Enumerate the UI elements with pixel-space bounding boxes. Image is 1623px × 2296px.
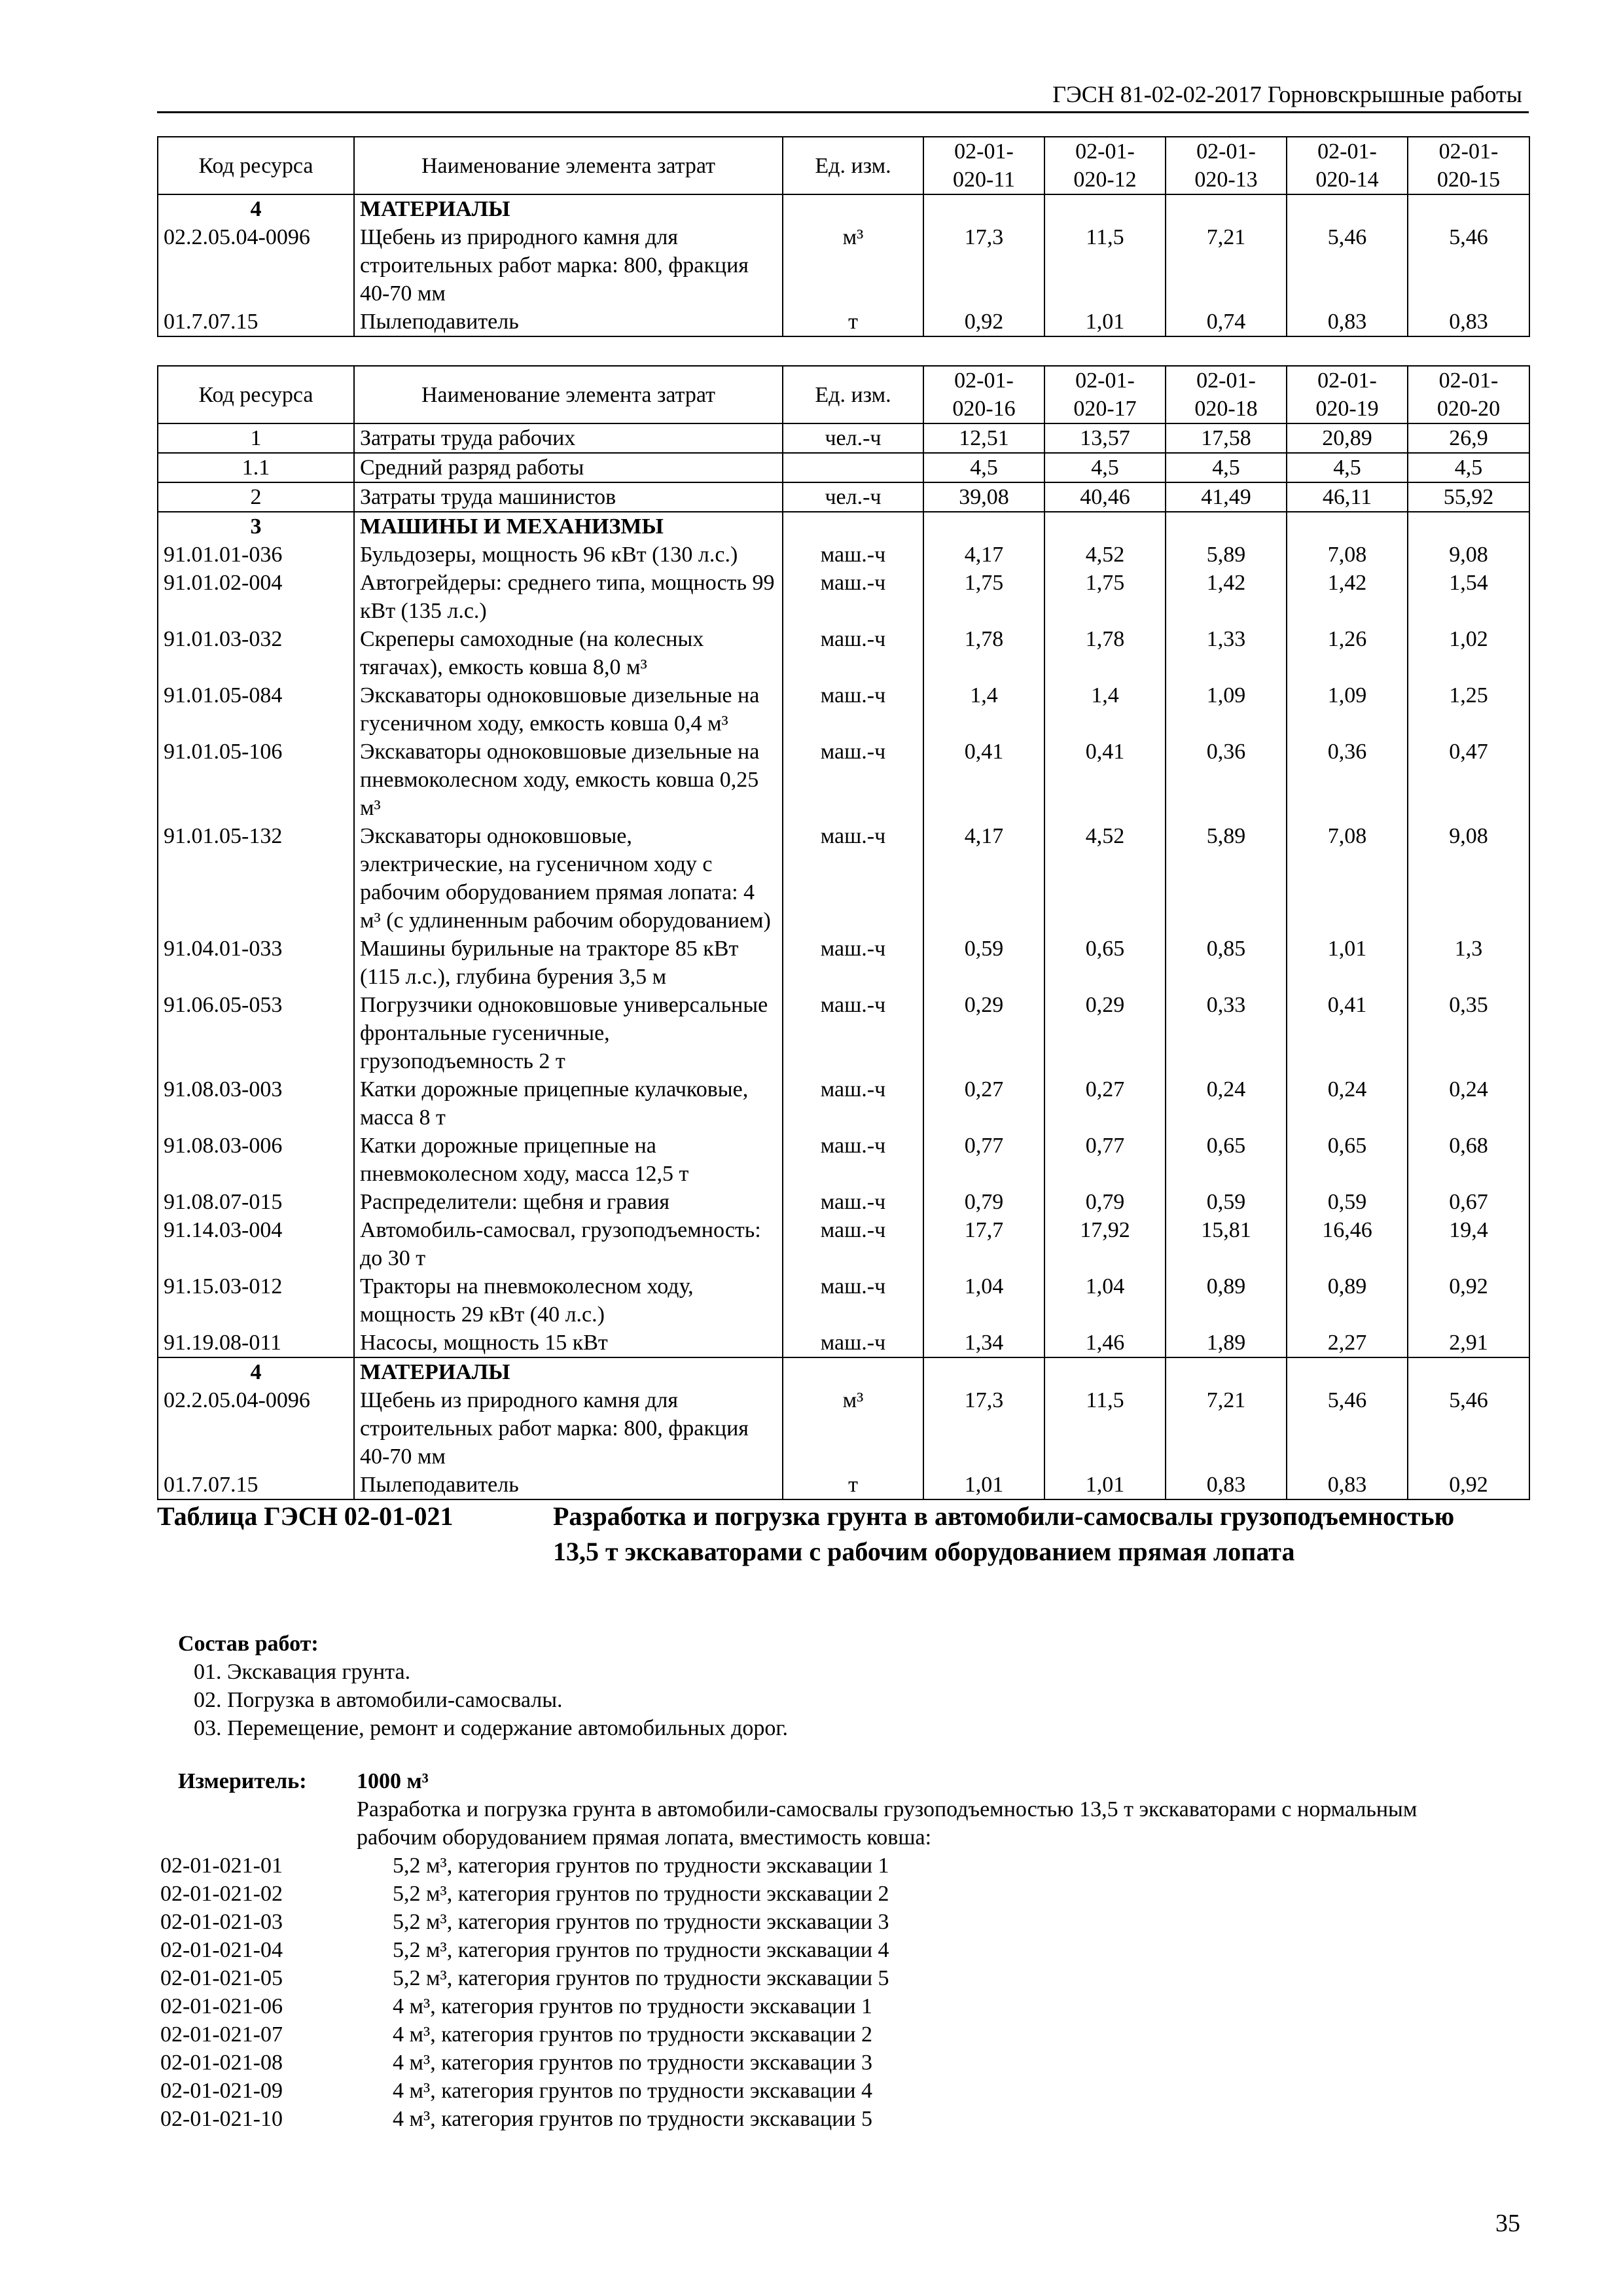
cell-name: Тракторы на пневмоколесном ходу, мощность 29 кВт (40 л.с.) xyxy=(354,1272,783,1329)
cell-unit: м³ xyxy=(783,1386,923,1471)
column-header-unit: Ед. изм. xyxy=(783,366,923,423)
table-row xyxy=(158,1272,1529,1329)
table-row xyxy=(158,935,1529,991)
cell-value: 11,5 xyxy=(1044,1386,1166,1471)
column-header-norm xyxy=(923,366,1044,423)
cell-code: 91.01.03-032 xyxy=(158,625,354,681)
norm-item-text: 5,2 м³, категория грунтов по трудности экскавации 3 xyxy=(393,1910,889,1934)
cell-value: 1,4 xyxy=(923,681,1044,738)
section-row xyxy=(158,1357,1529,1386)
cell-value: 0,29 xyxy=(923,991,1044,1075)
cell-value: 0,27 xyxy=(923,1075,1044,1132)
column-header-line: 020-15 xyxy=(1436,168,1501,192)
cell-value: 0,24 xyxy=(1287,1075,1408,1132)
table-row xyxy=(158,1329,1529,1357)
cell-value: 2,91 xyxy=(1408,1329,1529,1357)
cell-value: 0,89 xyxy=(1166,1272,1287,1329)
cell-unit: т xyxy=(783,308,923,336)
cell-value: 0,83 xyxy=(1287,308,1408,336)
cell-value: 0,35 xyxy=(1408,991,1529,1075)
cell-code: 91.14.03-004 xyxy=(158,1216,354,1272)
cell-value: 0,83 xyxy=(1166,1471,1287,1499)
cell-value: 4,5 xyxy=(1166,453,1287,482)
cell-value xyxy=(1166,1357,1287,1386)
cell-value: 20,89 xyxy=(1287,423,1408,453)
cell-value: 0,92 xyxy=(1408,1471,1529,1499)
cell-value: 5,46 xyxy=(1408,223,1529,308)
column-header-line: 020-16 xyxy=(952,397,1016,421)
column-header-norm xyxy=(1166,137,1287,194)
cell-value: 0,41 xyxy=(1287,991,1408,1075)
cell-unit: маш.-ч xyxy=(783,681,923,738)
cell-unit: маш.-ч xyxy=(783,1188,923,1216)
cell-value: 1,75 xyxy=(1044,569,1166,625)
cell-code: 91.08.07-015 xyxy=(158,1188,354,1216)
cell-value xyxy=(1044,1357,1166,1386)
cell-unit: маш.-ч xyxy=(783,1075,923,1132)
cell-unit: чел.-ч xyxy=(783,482,923,512)
cell-code: 4 xyxy=(158,1357,354,1386)
cell-name: Распределители: щебня и гравия xyxy=(354,1188,783,1216)
table-row xyxy=(158,625,1529,681)
cell-value: 1,01 xyxy=(1044,1471,1166,1499)
cell-code: 4 xyxy=(158,194,354,223)
cell-value: 0,24 xyxy=(1166,1075,1287,1132)
norm-item-code: 02-01-021-10 xyxy=(160,2107,283,2131)
table-row xyxy=(158,738,1529,822)
column-header-line: 020-12 xyxy=(1073,168,1137,192)
table-row xyxy=(158,423,1529,453)
cell-value xyxy=(1408,512,1529,541)
cell-name: Погрузчики одноковшовые универсальные фронтальные гусеничные, грузоподъемность 2 т xyxy=(354,991,783,1075)
column-header-line: 020-13 xyxy=(1194,168,1258,192)
table-header-row xyxy=(158,366,1529,423)
cell-name: МАТЕРИАЛЫ xyxy=(354,194,783,223)
cell-code: 91.01.05-132 xyxy=(158,822,354,935)
column-header-norm xyxy=(1287,366,1408,423)
norm-item-text: 4 м³, категория грунтов по трудности экскавации 3 xyxy=(393,2051,873,2075)
cell-value: 0,85 xyxy=(1166,935,1287,991)
cell-code: 91.04.01-033 xyxy=(158,935,354,991)
works-label: Состав работ: xyxy=(178,1632,319,1656)
cell-unit: чел.-ч xyxy=(783,423,923,453)
cell-unit: маш.-ч xyxy=(783,1272,923,1329)
table-heading: Разработка и погрузка грунта в автомобили-самосвалы грузоподъемностью 13,5 т экскаваторами с рабочим оборудованием прямая лопата xyxy=(553,1501,1455,1566)
norm-item-code: 02-01-021-04 xyxy=(160,1938,283,1962)
column-header-line: 020-17 xyxy=(1073,397,1137,421)
cell-value: 1,89 xyxy=(1166,1329,1287,1357)
cell-value: 0,74 xyxy=(1166,308,1287,336)
cell-value xyxy=(923,1357,1044,1386)
header-title: ГЭСН 81-02-02-2017 Горновскрышные работы xyxy=(1052,81,1522,107)
cell-value: 16,46 xyxy=(1287,1216,1408,1272)
cell-code: 91.19.08-011 xyxy=(158,1329,354,1357)
cell-unit: маш.-ч xyxy=(783,738,923,822)
cell-name: МАШИНЫ И МЕХАНИЗМЫ xyxy=(354,512,783,541)
column-header-norm xyxy=(1408,137,1529,194)
norm-item-code: 02-01-021-07 xyxy=(160,2022,283,2047)
norm-item-code: 02-01-021-09 xyxy=(160,2079,283,2103)
table-row xyxy=(158,1471,1529,1499)
cell-code: 2 xyxy=(158,482,354,512)
cell-value: 1,26 xyxy=(1287,625,1408,681)
norm-item-text: 5,2 м³, категория грунтов по трудности экскавации 1 xyxy=(393,1854,889,1878)
section-row xyxy=(158,512,1529,541)
cell-value: 1,01 xyxy=(923,1471,1044,1499)
cell-name: Пылеподавитель xyxy=(354,1471,783,1499)
cell-value: 1,02 xyxy=(1408,625,1529,681)
cell-value: 39,08 xyxy=(923,482,1044,512)
cell-value: 15,81 xyxy=(1166,1216,1287,1272)
cell-value: 0,65 xyxy=(1287,1132,1408,1188)
cell-name: МАТЕРИАЛЫ xyxy=(354,1357,783,1386)
cell-unit: маш.-ч xyxy=(783,541,923,569)
cell-name: Автомобиль-самосвал, грузоподъемность: до 30 т xyxy=(354,1216,783,1272)
cell-name: Щебень из природного камня для строительных работ марка: 800, фракция 40-70 мм xyxy=(354,1386,783,1471)
cell-value: 1,78 xyxy=(923,625,1044,681)
cell-value: 0,41 xyxy=(1044,738,1166,822)
column-header-name: Наименование элемента затрат xyxy=(354,137,783,194)
cell-value: 0,59 xyxy=(923,935,1044,991)
cell-value: 5,89 xyxy=(1166,822,1287,935)
cell-value: 0,65 xyxy=(1044,935,1166,991)
cell-value: 0,79 xyxy=(1044,1188,1166,1216)
cell-value xyxy=(923,194,1044,223)
cell-value: 26,9 xyxy=(1408,423,1529,453)
cell-name: Насосы, мощность 15 кВт xyxy=(354,1329,783,1357)
cell-name: Пылеподавитель xyxy=(354,308,783,336)
cell-code: 91.01.02-004 xyxy=(158,569,354,625)
cell-value: 17,3 xyxy=(923,223,1044,308)
cell-value: 4,17 xyxy=(923,822,1044,935)
resource-table-1 xyxy=(157,136,1530,337)
column-header-line: 020-11 xyxy=(952,168,1016,192)
cell-value: 0,29 xyxy=(1044,991,1166,1075)
cell-name: Катки дорожные прицепные кулачковые, масса 8 т xyxy=(354,1075,783,1132)
cell-value: 2,27 xyxy=(1287,1329,1408,1357)
column-header-line: 02-01- xyxy=(1196,139,1256,164)
cell-unit: маш.-ч xyxy=(783,625,923,681)
cell-value: 17,92 xyxy=(1044,1216,1166,1272)
table-header-row xyxy=(158,137,1529,194)
column-header-line: 020-19 xyxy=(1315,397,1379,421)
norm-item-code: 02-01-021-05 xyxy=(160,1966,283,1990)
cell-value: 1,04 xyxy=(923,1272,1044,1329)
cell-value xyxy=(1166,194,1287,223)
cell-value: 1,4 xyxy=(1044,681,1166,738)
table-row xyxy=(158,453,1529,482)
cell-value: 0,24 xyxy=(1408,1075,1529,1132)
cell-unit: маш.-ч xyxy=(783,569,923,625)
column-header-line: 02-01- xyxy=(1196,368,1256,393)
cell-value xyxy=(1287,512,1408,541)
cell-unit xyxy=(783,512,923,541)
cell-value: 0,36 xyxy=(1166,738,1287,822)
norm-item-text: 4 м³, категория грунтов по трудности экскавации 4 xyxy=(393,2079,873,2103)
cell-value: 1,3 xyxy=(1408,935,1529,991)
column-header-code: Код ресурса xyxy=(158,366,354,423)
cell-name: Затраты труда рабочих xyxy=(354,423,783,453)
cell-code: 91.15.03-012 xyxy=(158,1272,354,1329)
column-header-line: 020-14 xyxy=(1315,168,1379,192)
table-row xyxy=(158,569,1529,625)
cell-value: 0,92 xyxy=(1408,1272,1529,1329)
cell-value: 1,75 xyxy=(923,569,1044,625)
column-header-line: 02-01- xyxy=(1317,368,1377,393)
cell-value: 1,25 xyxy=(1408,681,1529,738)
cell-value: 0,33 xyxy=(1166,991,1287,1075)
cell-value: 0,77 xyxy=(1044,1132,1166,1188)
page-header xyxy=(157,77,1529,113)
cell-value: 13,57 xyxy=(1044,423,1166,453)
column-header-line: 02-01- xyxy=(954,368,1014,393)
cell-value: 0,65 xyxy=(1166,1132,1287,1188)
cell-value: 1,09 xyxy=(1166,681,1287,738)
table-row xyxy=(158,1075,1529,1132)
cell-value: 17,3 xyxy=(923,1386,1044,1471)
cell-code: 91.01.05-106 xyxy=(158,738,354,822)
column-header-line: 020-20 xyxy=(1436,397,1501,421)
cell-value: 4,52 xyxy=(1044,541,1166,569)
column-header-norm xyxy=(1166,366,1287,423)
cell-unit: м³ xyxy=(783,223,923,308)
cell-code: 01.7.07.15 xyxy=(158,308,354,336)
cell-value: 0,92 xyxy=(923,308,1044,336)
cell-unit: маш.-ч xyxy=(783,1132,923,1188)
cell-value: 0,83 xyxy=(1287,1471,1408,1499)
norm-item-text: 4 м³, категория грунтов по трудности экскавации 5 xyxy=(393,2107,873,2131)
cell-value: 1,46 xyxy=(1044,1329,1166,1357)
norm-item-code: 02-01-021-03 xyxy=(160,1910,283,1934)
cell-value: 1,09 xyxy=(1287,681,1408,738)
table-row xyxy=(158,308,1529,336)
page-number: 35 xyxy=(1495,2210,1520,2237)
column-header-line: 02-01- xyxy=(1075,139,1135,164)
cell-value: 5,46 xyxy=(1287,1386,1408,1471)
cell-value: 5,46 xyxy=(1408,1386,1529,1471)
norm-item-text: 4 м³, категория грунтов по трудности экскавации 2 xyxy=(393,2022,873,2047)
cell-value: 1,01 xyxy=(1287,935,1408,991)
resource-table-2 xyxy=(157,365,1530,1500)
column-header-line: 02-01- xyxy=(1317,139,1377,164)
cell-code: 3 xyxy=(158,512,354,541)
cell-code: 91.08.03-006 xyxy=(158,1132,354,1188)
cell-name: Катки дорожные прицепные на пневмоколесном ходу, масса 12,5 т xyxy=(354,1132,783,1188)
cell-value: 4,52 xyxy=(1044,822,1166,935)
cell-value: 1,42 xyxy=(1287,569,1408,625)
cell-value: 7,08 xyxy=(1287,822,1408,935)
cell-name: Автогрейдеры: среднего типа, мощность 99 кВт (135 л.с.) xyxy=(354,569,783,625)
column-header-code: Код ресурса xyxy=(158,137,354,194)
cell-code: 91.08.03-003 xyxy=(158,1075,354,1132)
cell-unit: маш.-ч xyxy=(783,822,923,935)
table-label: Таблица ГЭСН 02-01-021 xyxy=(157,1501,454,1531)
cell-value: 1,01 xyxy=(1044,308,1166,336)
table-row xyxy=(158,541,1529,569)
cell-name: Затраты труда машинистов xyxy=(354,482,783,512)
cell-value xyxy=(1044,512,1166,541)
cell-value: 0,41 xyxy=(923,738,1044,822)
cell-value: 9,08 xyxy=(1408,541,1529,569)
table-row xyxy=(158,1216,1529,1272)
cell-value: 7,21 xyxy=(1166,223,1287,308)
table-row xyxy=(158,991,1529,1075)
section-row xyxy=(158,194,1529,223)
cell-value xyxy=(1408,194,1529,223)
cell-value: 1,34 xyxy=(923,1329,1044,1357)
cell-value: 41,49 xyxy=(1166,482,1287,512)
measure-description: Разработка и погрузка грунта в автомобили-самосвалы грузоподъемностью 13,5 т экскаваторами с нормальным рабочим оборудованием прямая лопата, вместимость ковша: xyxy=(357,1797,1418,1850)
cell-unit: т xyxy=(783,1471,923,1499)
column-header-unit: Ед. изм. xyxy=(783,137,923,194)
cell-value: 1,78 xyxy=(1044,625,1166,681)
cell-name: Экскаваторы одноковшовые, электрические, на гусеничном ходу с рабочим оборудованием прямая лопата: 4 м³ (с удлиненным рабочим оборудованием) xyxy=(354,822,783,935)
measure-value: 1000 м³ xyxy=(357,1769,429,1793)
cell-code: 1 xyxy=(158,423,354,453)
cell-value: 9,08 xyxy=(1408,822,1529,935)
cell-code: 02.2.05.04-0096 xyxy=(158,223,354,308)
norm-item-text: 5,2 м³, категория грунтов по трудности экскавации 2 xyxy=(393,1882,889,1906)
cell-name: Бульдозеры, мощность 96 кВт (130 л.с.) xyxy=(354,541,783,569)
cell-value: 1,42 xyxy=(1166,569,1287,625)
norm-item-code: 02-01-021-06 xyxy=(160,1994,283,2018)
cell-value: 19,4 xyxy=(1408,1216,1529,1272)
cell-code: 91.01.05-084 xyxy=(158,681,354,738)
cell-code: 91.06.05-053 xyxy=(158,991,354,1075)
column-header-norm xyxy=(923,137,1044,194)
cell-value: 5,46 xyxy=(1287,223,1408,308)
works-item: 02. Погрузка в автомобили-самосвалы. xyxy=(194,1688,563,1712)
norm-item-code: 02-01-021-01 xyxy=(160,1854,283,1878)
cell-value: 0,59 xyxy=(1166,1188,1287,1216)
cell-name: Машины бурильные на тракторе 85 кВт (115 л.с.), глубина бурения 3,5 м xyxy=(354,935,783,991)
cell-value: 17,7 xyxy=(923,1216,1044,1272)
cell-unit: маш.-ч xyxy=(783,1216,923,1272)
cell-value: 0,89 xyxy=(1287,1272,1408,1329)
works-item: 03. Перемещение, ремонт и содержание автомобильных дорог. xyxy=(194,1716,789,1740)
cell-name: Средний разряд работы xyxy=(354,453,783,482)
works-list xyxy=(194,1658,788,1742)
cell-value: 4,5 xyxy=(1287,453,1408,482)
cell-unit xyxy=(783,1357,923,1386)
cell-value: 4,5 xyxy=(923,453,1044,482)
cell-value: 55,92 xyxy=(1408,482,1529,512)
cell-value xyxy=(1287,194,1408,223)
cell-value: 40,46 xyxy=(1044,482,1166,512)
cell-value: 4,5 xyxy=(1408,453,1529,482)
cell-code: 1.1 xyxy=(158,453,354,482)
cell-code: 02.2.05.04-0096 xyxy=(158,1386,354,1471)
cell-value: 0,68 xyxy=(1408,1132,1529,1188)
table-row xyxy=(158,223,1529,308)
cell-code: 91.01.01-036 xyxy=(158,541,354,569)
column-header-name: Наименование элемента затрат xyxy=(354,366,783,423)
cell-unit: маш.-ч xyxy=(783,991,923,1075)
table-row xyxy=(158,681,1529,738)
cell-unit xyxy=(783,453,923,482)
norm-item-code: 02-01-021-08 xyxy=(160,2051,283,2075)
column-header-line: 020-18 xyxy=(1194,397,1258,421)
cell-value: 0,59 xyxy=(1287,1188,1408,1216)
measure-label: Измеритель: xyxy=(178,1769,307,1793)
table-row xyxy=(158,1188,1529,1216)
cell-name: Скреперы самоходные (на колесных тягачах), емкость ковша 8,0 м³ xyxy=(354,625,783,681)
cell-value xyxy=(1044,194,1166,223)
cell-value xyxy=(1408,1357,1529,1386)
norm-item-code: 02-01-021-02 xyxy=(160,1882,283,1906)
works-item: 01. Экскавация грунта. xyxy=(194,1660,411,1684)
cell-value: 4,17 xyxy=(923,541,1044,569)
table-row xyxy=(158,482,1529,512)
column-header-norm xyxy=(1287,137,1408,194)
cell-unit: маш.-ч xyxy=(783,1329,923,1357)
cell-value: 4,5 xyxy=(1044,453,1166,482)
cell-name: Экскаваторы одноковшовые дизельные на пневмоколесном ходу, емкость ковша 0,25 м³ xyxy=(354,738,783,822)
cell-value: 0,27 xyxy=(1044,1075,1166,1132)
cell-value: 1,54 xyxy=(1408,569,1529,625)
cell-value: 0,36 xyxy=(1287,738,1408,822)
table-row xyxy=(158,1386,1529,1471)
table-row xyxy=(158,822,1529,935)
cell-unit: маш.-ч xyxy=(783,935,923,991)
cell-value: 7,21 xyxy=(1166,1386,1287,1471)
norm-item-text: 5,2 м³, категория грунтов по трудности экскавации 4 xyxy=(393,1938,889,1962)
cell-value: 0,67 xyxy=(1408,1188,1529,1216)
cell-name: Экскаваторы одноковшовые дизельные на гусеничном ходу, емкость ковша 0,4 м³ xyxy=(354,681,783,738)
cell-value: 7,08 xyxy=(1287,541,1408,569)
norm-item-text: 5,2 м³, категория грунтов по трудности экскавации 5 xyxy=(393,1966,889,1990)
column-header-norm xyxy=(1408,366,1529,423)
norm-item-text: 4 м³, категория грунтов по трудности экскавации 1 xyxy=(393,1994,873,2018)
cell-name: Щебень из природного камня для строительных работ марка: 800, фракция 40-70 мм xyxy=(354,223,783,308)
cell-unit xyxy=(783,194,923,223)
cell-value: 46,11 xyxy=(1287,482,1408,512)
cell-value: 12,51 xyxy=(923,423,1044,453)
column-header-line: 02-01- xyxy=(1075,368,1135,393)
cell-value xyxy=(1287,1357,1408,1386)
cell-code: 01.7.07.15 xyxy=(158,1471,354,1499)
cell-value: 17,58 xyxy=(1166,423,1287,453)
column-header-line: 02-01- xyxy=(954,139,1014,164)
table-row xyxy=(158,1132,1529,1188)
column-header-norm xyxy=(1044,137,1166,194)
cell-value: 0,83 xyxy=(1408,308,1529,336)
cell-value: 0,77 xyxy=(923,1132,1044,1188)
cell-value xyxy=(923,512,1044,541)
cell-value: 11,5 xyxy=(1044,223,1166,308)
column-header-norm xyxy=(1044,366,1166,423)
cell-value: 1,04 xyxy=(1044,1272,1166,1329)
cell-value: 1,33 xyxy=(1166,625,1287,681)
cell-value xyxy=(1166,512,1287,541)
cell-value: 0,47 xyxy=(1408,738,1529,822)
column-header-line: 02-01- xyxy=(1438,139,1499,164)
cell-value: 0,79 xyxy=(923,1188,1044,1216)
column-header-line: 02-01- xyxy=(1438,368,1499,393)
cell-value: 5,89 xyxy=(1166,541,1287,569)
